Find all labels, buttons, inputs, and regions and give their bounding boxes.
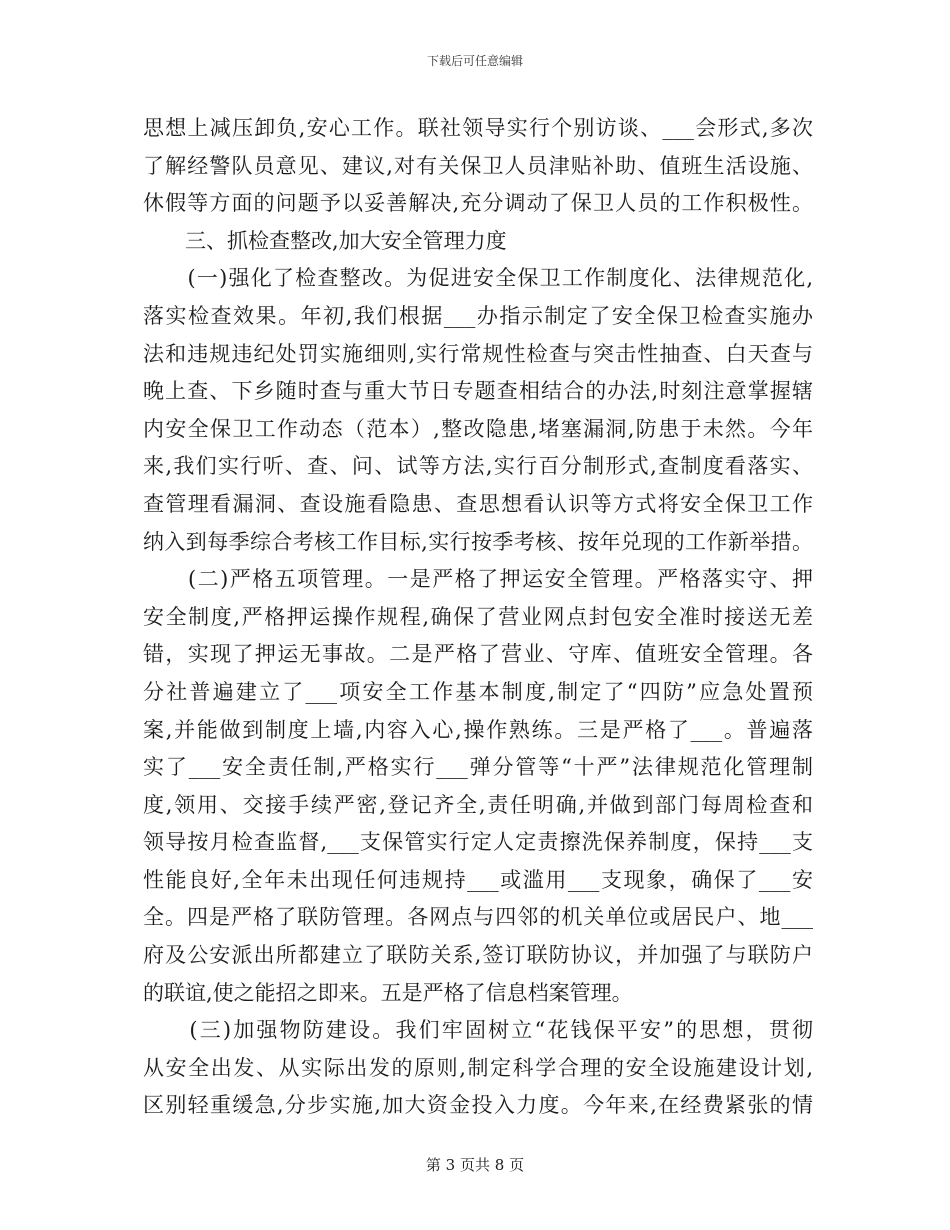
body-line: 领导按月检查监督,___支保管实行定人定责擦洗保养制度，保持___支 bbox=[143, 830, 813, 855]
body-line: 安全制度,严格押运操作规程,确保了营业网点封包安全准时接送无差 bbox=[143, 604, 813, 629]
body-line: 分社普遍建立了___项安全工作基本制度,制定了“四防”应急处置预 bbox=[143, 679, 813, 704]
body-line: 纳入到每季综合考核工作目标,实行按季考核、按年兑现的工作新举措。 bbox=[143, 529, 813, 554]
body-line: 性能良好,全年未出现任何违规持___或滥用___支现象，确保了___安 bbox=[143, 867, 813, 892]
body-line: 的联谊,使之能招之即来。五是严格了信息档案管理。 bbox=[143, 980, 633, 1005]
body-line: 区别轻重缓急,分步实施,加大资金投入力度。今年来,在经费紧张的情 bbox=[143, 1093, 813, 1118]
body-line: (一)强化了检查整改。为促进安全保卫工作制度化、法律规范化, bbox=[143, 266, 813, 291]
body-line: 案,并能做到制度上墙,内容入心,操作熟练。三是严格了___。普遍落 bbox=[143, 717, 813, 742]
body-line: 了解经警队员意见、建议,对有关保卫人员津贴补助、值班生活设施、 bbox=[143, 153, 813, 178]
body-line: 度,领用、交接手续严密,登记齐全,责任明确,并做到部门每周检查和 bbox=[143, 792, 813, 817]
body-line: 查管理看漏洞、查设施看隐患、查思想看认识等方式将安全保卫工作 bbox=[143, 491, 813, 516]
document-body bbox=[143, 110, 813, 1125]
section-heading: 三、抓检查整改,加大安全管理力度 bbox=[143, 228, 507, 253]
body-line: 实了___安全责任制,严格实行___弹分管等“十严”法律规范化管理制 bbox=[143, 755, 813, 780]
body-line: 内安全保卫工作动态（范本）,整改隐患,堵塞漏洞,防患于未然。今年 bbox=[143, 416, 813, 441]
page-header: 下载后可任意编辑 bbox=[426, 54, 523, 68]
body-line: (二)严格五项管理。一是严格了押运安全管理。严格落实守、押 bbox=[143, 567, 813, 592]
body-line: 来,我们实行听、查、问、试等方法,实行百分制形式,查制度看落实、 bbox=[143, 454, 813, 479]
body-line: 从安全出发、从实际出发的原则,制定科学合理的安全设施建设计划, bbox=[143, 1055, 813, 1080]
body-line: 法和违规违纪处罚实施细则,实行常规性检查与突击性抽查、白天查与 bbox=[143, 341, 813, 366]
body-line: (三)加强物防建设。我们牢固树立“花钱保平安”的思想，贯彻 bbox=[143, 1018, 813, 1043]
page-number: 第 3 页共 8 页 bbox=[425, 1156, 525, 1174]
body-line: 错，实现了押运无事故。二是严格了营业、守库、值班安全管理。各 bbox=[143, 642, 813, 667]
body-line: 思想上减压卸负,安心工作。联社领导实行个别访谈、___会形式,多次 bbox=[143, 116, 813, 140]
body-line: 休假等方面的问题予以妥善解决,充分调动了保卫人员的工作积极性。 bbox=[143, 191, 813, 216]
body-line: 全。四是严格了联防管理。各网点与四邻的机关单位或居民户、地___ bbox=[143, 905, 813, 930]
body-line: 府及公安派出所都建立了联防关系,签订联防协议，并加强了与联防户 bbox=[143, 943, 813, 968]
body-line: 落实检查效果。年初,我们根据___办指示制定了安全保卫检查实施办 bbox=[143, 303, 813, 328]
body-line: 晚上查、下乡随时查与重大节日专题查相结合的办法,时刻注意掌握辖 bbox=[143, 379, 813, 404]
